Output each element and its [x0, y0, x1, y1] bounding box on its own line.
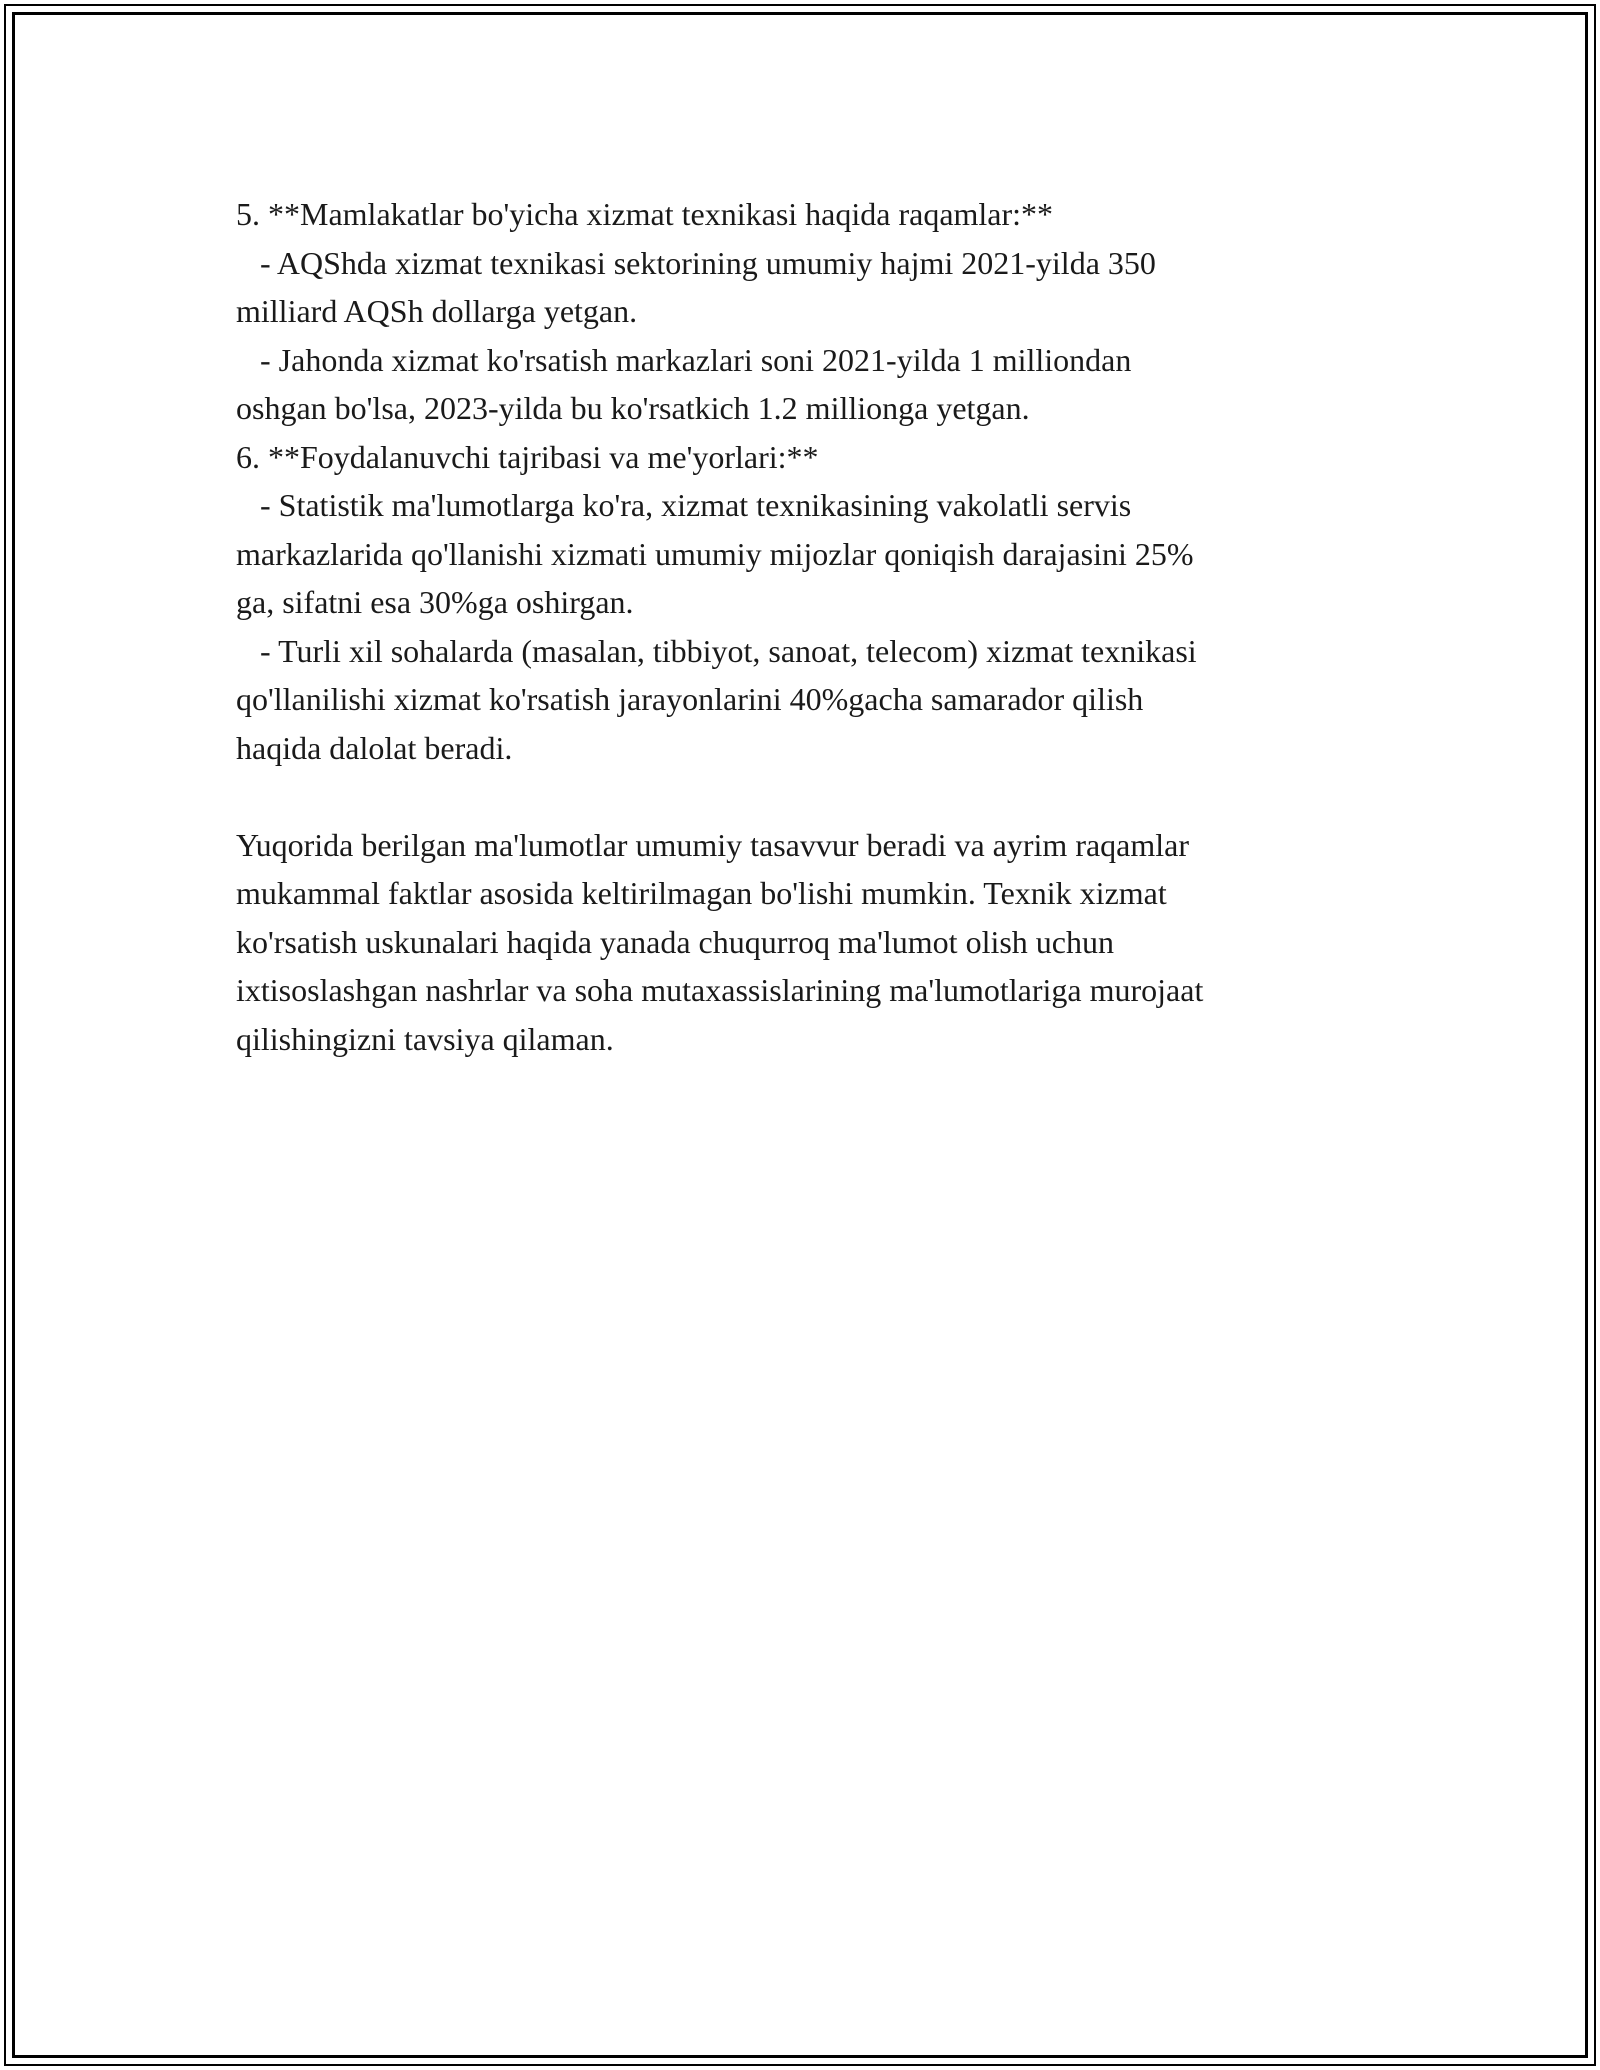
section-6-heading: 6. **Foydalanuvchi tajribasi va me'yorlari:** — [236, 438, 819, 475]
section-5-bullet-2-line-2: oshgan bo'lsa, 2023-yilda bu ko'rsatkich 1.2 millionga yetgan. — [236, 390, 1030, 426]
section-5-bullet-1-line-2: milliard AQSh dollarga yetgan. — [236, 293, 638, 329]
closing-paragraph-line-4: ixtisoslashgan nashrlar va soha mutaxassislarining ma'lumotlariga murojaat — [236, 972, 1204, 1008]
section-6-bullet-2-line-1: - Turli xil sohalarda (masalan, tibbiyot, sanoat, telecom) xizmat texnikasi — [236, 632, 1197, 669]
section-5-heading: 5. **Mamlakatlar bo'yicha xizmat texnikasi haqida raqamlar:** — [236, 196, 1054, 232]
section-5-bullet-1-line-1: - AQShda xizmat texnikasi sektorining umumiy hajmi 2021-yilda 350 — [236, 244, 1156, 281]
closing-paragraph-line-1: Yuqorida berilgan ma'lumotlar umumiy tasavvur beradi va ayrim raqamlar — [236, 826, 1190, 863]
section-6-bullet-1-line-2: markazlarida qo'llanishi xizmati umumiy mijozlar qoniqish darajasini 25% — [236, 535, 1194, 572]
section-6-bullet-2-line-3: haqida dalolat beradi. — [236, 729, 513, 766]
section-6-bullet-2-line-2: qo'llanilishi xizmat ko'rsatish jarayonlarini 40%gacha samarador qilish — [236, 681, 1144, 717]
section-6-bullet-1-line-3: ga, sifatni esa 30%ga oshirgan. — [236, 584, 634, 620]
section-5-bullet-2-line-1: - Jahonda xizmat ko'rsatish markazlari soni 2021-yilda 1 milliondan — [236, 341, 1132, 378]
paragraph-gap — [236, 772, 1386, 821]
closing-paragraph-line-2: mukammal faktlar asosida keltirilmagan bo'lishi mumkin. Texnik xizmat — [236, 875, 1167, 911]
closing-paragraph-line-5: qilishingizni tavsiya qilaman. — [236, 1020, 614, 1057]
document-body — [236, 190, 1386, 1063]
section-6-bullet-1-line-1: - Statistik ma'lumotlarga ko'ra, xizmat texnikasining vakolatli servis — [236, 487, 1132, 523]
closing-paragraph-line-3: ko'rsatish uskunalari haqida yanada chuqurroq ma'lumot olish uchun — [236, 923, 1114, 960]
